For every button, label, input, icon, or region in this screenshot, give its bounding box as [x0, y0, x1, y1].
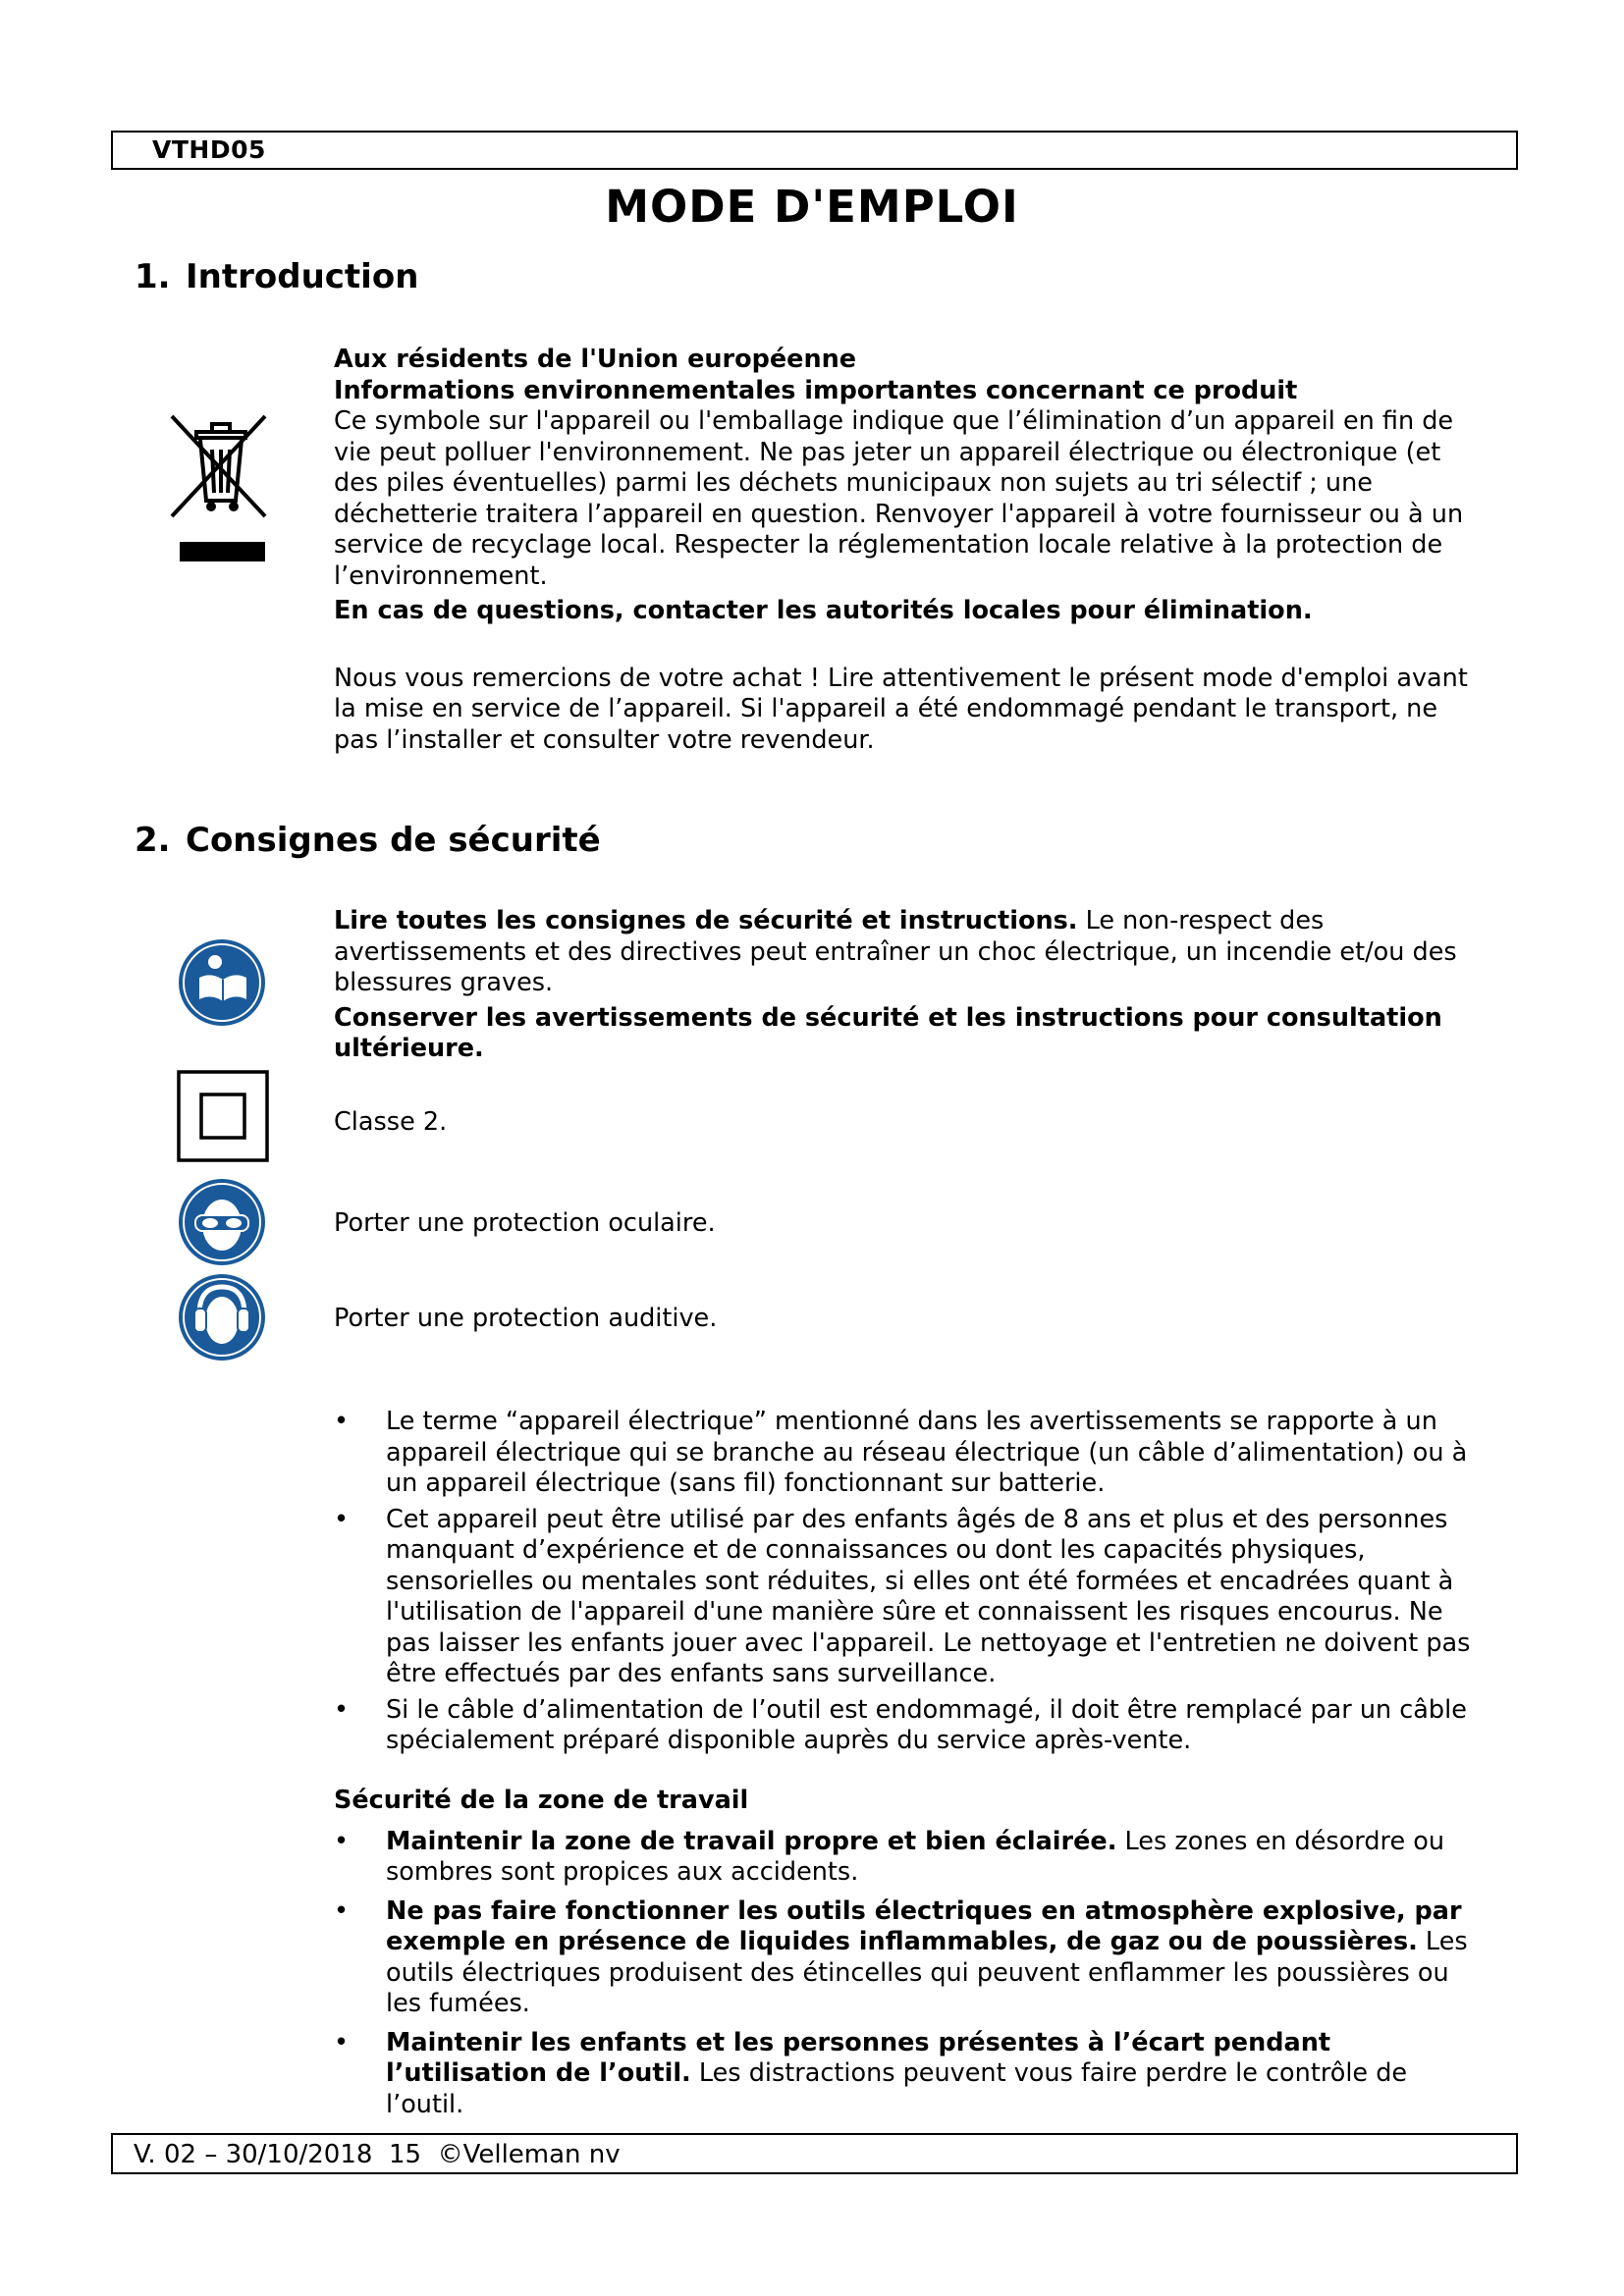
list-item: • Le terme “appareil électrique” mentionné dans les avertissements se rapporte à un appareil électrique qui se branche au réseau électrique (un câble d’alimentation) ou à un appareil électrique (sans fil) fonctionnant sur batterie.	[334, 1407, 1468, 1498]
section-1-text	[334, 345, 1483, 756]
list-item: • Ne pas faire fonctionner les outils électriques en atmosphère explosive, par exemple en présence de liquides inflammables, de gaz ou de poussières. Les outils électriques produisent des étincelles qui peuvent enflammer les poussières ou les fumées.	[334, 1896, 1468, 2018]
eye-protection-icon	[178, 1178, 266, 1266]
bullet: •	[334, 1407, 350, 1436]
section-2-heading	[135, 821, 601, 860]
section-1-title: Introduction	[186, 257, 419, 296]
list-item: • Maintenir les enfants et les personnes présentes à l’écart pendant l’utilisation de l’outil. Les distractions peuvent vous faire perdre le contrôle de l’outil.	[334, 2027, 1408, 2119]
list-item: • Maintenir la zone de travail propre et bien éclairée. Les zones en désordre ou sombres sont propices aux accidents.	[334, 1826, 1444, 1887]
read-instructions-text: Le non-respect des avertissements et des directives peut entraîner un choc électrique, un incendie et/ou des blessures graves.	[334, 906, 1457, 997]
safety-read-paragraph	[334, 906, 1483, 1065]
work-area-heading: Sécurité de la zone de travail	[334, 1786, 749, 1815]
eye-protection-text: Porter une protection oculaire.	[334, 1208, 716, 1238]
questions-text: En cas de questions, contacter les autorités locales pour élimination.	[334, 596, 1313, 625]
class-2-text: Classe 2.	[334, 1107, 448, 1137]
general-safety-list	[334, 1407, 1483, 1757]
page-number: 15	[388, 2140, 422, 2169]
section-2-number: 2.	[135, 821, 171, 860]
keep-instructions: Conserver les avertissements de sécurité et les instructions pour consultation ultérieure.	[334, 1002, 1442, 1063]
weee-bin-icon	[167, 410, 275, 567]
document-title: MODE D'EMPLOI	[605, 181, 1019, 233]
model-number: VTHD05	[152, 135, 266, 164]
list-item: • Si le câble d’alimentation de l’outil est endommagé, il doit être remplacé par un câble spécialement préparé disponible auprès du service après-vente.	[334, 1694, 1467, 1755]
section-1-number: 1.	[135, 257, 171, 296]
environment-text: Ce symbole sur l'appareil ou l'emballage indique que l’élimination d’un appareil en fin de vie peut polluer l'environnement. Ne pas jeter un appareil électrique ou électronique (et des piles éventuelles) parmi les déchets municipaux non sujets au tri sélectif ; une déchetterie traitera l’appareil en question. Renvoyer l'appareil à votre fournisseur ou à un service de recyclage local. Respecter la réglementation locale relative à la protection de l’environnement.	[334, 406, 1464, 591]
footer-copyright: ©Velleman nv	[437, 2140, 621, 2169]
header-box	[111, 131, 1518, 170]
work-area-section	[334, 1786, 1483, 2120]
hearing-protection-icon	[178, 1273, 266, 1362]
list-item: • Cet appareil peut être utilisé par des enfants âgés de 8 ans et plus et des personnes manquant d’expérience et de connaissances ou dont les capacités physiques, sensorielles ou mentales sont réduites, si elles ont été formées et encadrées quant à l'utilisation de l'appareil d'une manière sûre et connaissent les risques encourus. Ne pas laisser les enfants jouer avec l'appareil. Le nettoyage et l'entretien ne doivent pas être effectués par des enfants sans surveillance.	[334, 1504, 1471, 1688]
bullet: •	[334, 1896, 350, 1926]
hearing-protection-text: Porter une protection auditive.	[334, 1304, 718, 1333]
thanks-text: Nous vous remercions de votre achat ! Lire attentivement le présent mode d'emploi avant la mise en service de l’appareil. Si l'appareil a été endommagé pendant le transport, ne pas l’installer et consulter votre revendeur.	[334, 663, 1468, 755]
section-1-heading	[135, 257, 418, 296]
footer-text	[134, 2140, 621, 2169]
section-2-title: Consignes de sécurité	[186, 821, 601, 860]
eu-residents-heading: Aux résidents de l'Union européenne	[334, 345, 857, 374]
footer-version: V. 02 – 30/10/2018	[134, 2140, 373, 2169]
class-2-icon	[177, 1070, 269, 1162]
bullet: •	[334, 1694, 350, 1725]
read-instructions-bold: Lire toutes les consignes de sécurité et instructions.	[334, 906, 1078, 935]
environment-heading: Informations environnementales importantes concernant ce produit	[334, 375, 1298, 405]
read-manual-icon	[178, 938, 266, 1027]
bullet: •	[334, 2027, 350, 2057]
bullet: •	[334, 1504, 350, 1534]
footer-box	[111, 2133, 1518, 2174]
bullet: •	[334, 1826, 350, 1856]
